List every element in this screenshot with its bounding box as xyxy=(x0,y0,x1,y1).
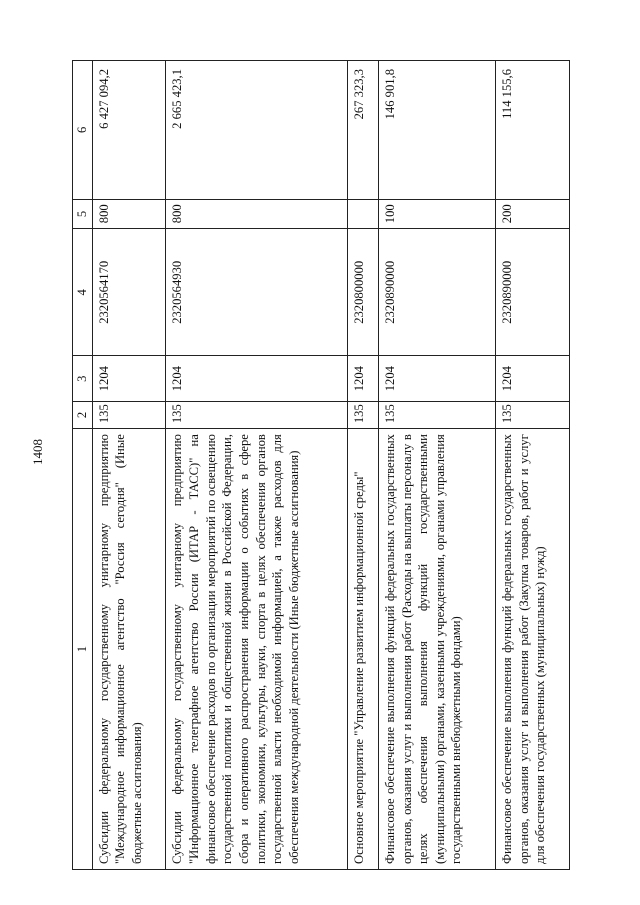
row-expense-type: 200 xyxy=(496,199,570,229)
table-row xyxy=(166,61,348,870)
column-header-1: 1 xyxy=(73,429,93,870)
row-description: Финансовое обеспечение выполнения функций федеральных государственных органов, оказания услуг и выполнения работ (Закупка товаров, работ и услуг для обеспечения государственных (муниципальных) нужд) xyxy=(496,429,570,870)
row-description: Субсидии федеральному государственному унитарному предприятию "Информационное телеграфное агентство России (ИТАР - ТАСС)" на финансовое обеспечение расходов по организации мероприятий по освещению государственной политики и общественной жизни в Российской Федерации, сбора и оперативного распространения информации о событиях в сфере политики, экономики, культуры, науки, спорта в целях обеспечения органов государственной власти необходимой информацией, а также расходов для обеспечения международной деятельности (Иные бюджетные ассигнования) xyxy=(166,429,348,870)
column-header-2: 2 xyxy=(73,401,93,428)
row-target-article: 2320564170 xyxy=(92,229,166,356)
table-row xyxy=(348,61,379,870)
table-row xyxy=(379,61,496,870)
row-amount: 146 901,8 xyxy=(379,61,496,200)
budget-table xyxy=(72,60,570,870)
header-row xyxy=(73,61,93,870)
row-ministry-code: 135 xyxy=(348,401,379,428)
row-ministry-code: 135 xyxy=(92,401,166,428)
row-section-code: 1204 xyxy=(348,356,379,401)
row-ministry-code: 135 xyxy=(379,401,496,428)
row-ministry-code: 135 xyxy=(166,401,348,428)
row-description: Основное мероприятие "Управление развитием информационной среды" xyxy=(348,429,379,870)
row-section-code: 1204 xyxy=(92,356,166,401)
row-amount: 114 155,6 xyxy=(496,61,570,200)
page-number: 1408 xyxy=(30,439,45,465)
row-amount: 267 323,3 xyxy=(348,61,379,200)
row-expense-type xyxy=(348,199,379,229)
row-section-code: 1204 xyxy=(379,356,496,401)
row-expense-type: 800 xyxy=(92,199,166,229)
budget-table-rotated xyxy=(72,60,570,870)
row-description: Финансовое обеспечение выполнения функций федеральных государственных органов, оказания услуг и выполнения работ (Расходы на выплаты персоналу в целях обеспечения выполнения функций государственными (муниципальными) органами, казенными учреждениями, органами управления государственными внебюджетными фондами) xyxy=(379,429,496,870)
row-ministry-code: 135 xyxy=(496,401,570,428)
row-section-code: 1204 xyxy=(166,356,348,401)
row-expense-type: 100 xyxy=(379,199,496,229)
row-target-article: 2320800000 xyxy=(348,229,379,356)
row-target-article: 2320890000 xyxy=(496,229,570,356)
row-section-code: 1204 xyxy=(496,356,570,401)
column-header-5: 5 xyxy=(73,199,93,229)
row-amount: 6 427 094,2 xyxy=(92,61,166,200)
column-header-6: 6 xyxy=(73,61,93,200)
row-target-article: 2320564930 xyxy=(166,229,348,356)
row-amount: 2 665 423,1 xyxy=(166,61,348,200)
row-expense-type: 800 xyxy=(166,199,348,229)
row-description: Субсидии федеральному государственному унитарному предприятию "Международное информационное агентство "Россия сегодня" (Иные бюджетные ассигнования) xyxy=(92,429,166,870)
table-row xyxy=(92,61,166,870)
table-row xyxy=(496,61,570,870)
column-header-4: 4 xyxy=(73,229,93,356)
row-target-article: 2320890000 xyxy=(379,229,496,356)
column-header-3: 3 xyxy=(73,356,93,401)
